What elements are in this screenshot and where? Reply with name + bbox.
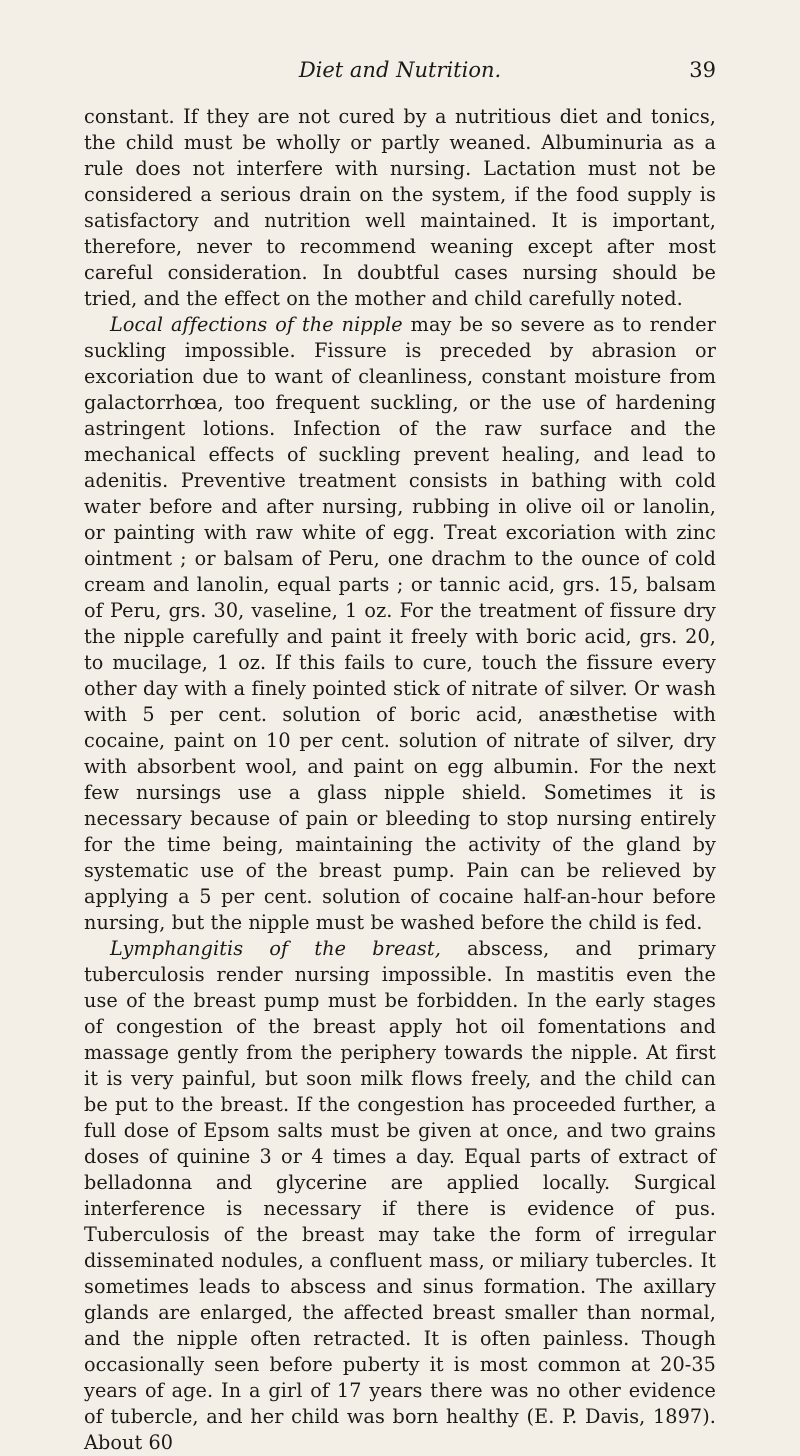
paragraph-text: constant. If they are not cured by a nutritious diet and tonics, the child must be wholly or partly weaned. Albuminuria as a rule does not interfere with nursing. Lactation must not be considered a serious drain on the system, if the food supply is satisfactory and nutrition well maintained. It is important, therefore, never to recommend weaning except after most careful consideration. In doubtful cases nursing should be tried, and the effect on the mother and child carefully noted. — [84, 105, 716, 310]
paragraph-lead-italic: Lymphangitis of the breast, — [110, 937, 441, 960]
page-number: 39 — [689, 58, 716, 82]
paragraph-nipple-affections — [84, 312, 716, 936]
paragraph-continued — [84, 104, 716, 312]
running-head-title: Diet and Nutrition. — [298, 58, 502, 82]
page-body — [84, 104, 716, 1456]
running-header — [84, 52, 716, 86]
paragraph-text: may be so severe as to render suckling impossible. Fissure is preceded by abrasion or excoriation due to want of cleanliness, constant moisture from galactorrhœa, too frequent suckling, or the use of hardening astringent lotions. Infection of the raw surface and the mechanical effects of suckling prevent healing, and lead to adenitis. Preventive treatment consists in bathing with cold water before and after nursing, rubbing in olive oil or lanolin, or painting with raw white of egg. Treat excoriation with zinc ointment ; or balsam of Peru, one drachm to the ounce of cold cream and lanolin, equal parts ; or tannic acid, grs. 15, balsam of Peru, grs. 30, vaseline, 1 oz. For the treatment of fissure dry the nipple carefully and paint it freely with boric acid, grs. 20, to mucilage, 1 oz. If this fails to cure, touch the fissure every other day with a finely pointed stick of nitrate of silver. Or wash with 5 per cent. solution of boric acid, anæsthetise with cocaine, paint on 10 per cent. solution of nitrate of silver, dry with absorbent wool, and paint on egg albumin. For the next few nursings use a glass nipple shield. Sometimes it is necessary because of pain or bleeding to stop nursing entirely for the time being, maintaining the activity of the gland by systematic use of the breast pump. Pain can be relieved by applying a 5 per cent. solution of cocaine half-an-hour before nursing, but the nipple must be washed before the child is fed. — [84, 313, 716, 934]
paragraph-text: abscess, and primary tuberculosis render nursing impossible. In mastitis even the use of the breast pump must be forbidden. In the early stages of congestion of the breast apply hot oil fomentations and massage gently from the periphery towards the nipple. At first it is very painful, but soon milk flows freely, and the child can be put to the breast. If the congestion has proceeded further, a full dose of Epsom salts must be given at once, and two grains doses of quinine 3 or 4 times a day. Equal parts of extract of belladonna and glycerine are applied locally. Surgical interference is necessary if there is evidence of pus. Tuberculosis of the breast may take the form of irregular disseminated nodules, a confluent mass, or miliary tubercles. It sometimes leads to abscess and sinus formation. The axillary glands are enlarged, the affected breast smaller than normal, and the nipple often retracted. It is often painless. Though occasionally seen before puberty it is most common at 20-35 years of age. In a girl of 17 years there was no other evidence of tubercle, and her child was born healthy (E. P. Davis, 1897). About 60 — [84, 937, 716, 1454]
paragraph-lead-italic: Local affections of the nipple — [110, 313, 403, 336]
paragraph-lymphangitis — [84, 936, 716, 1456]
